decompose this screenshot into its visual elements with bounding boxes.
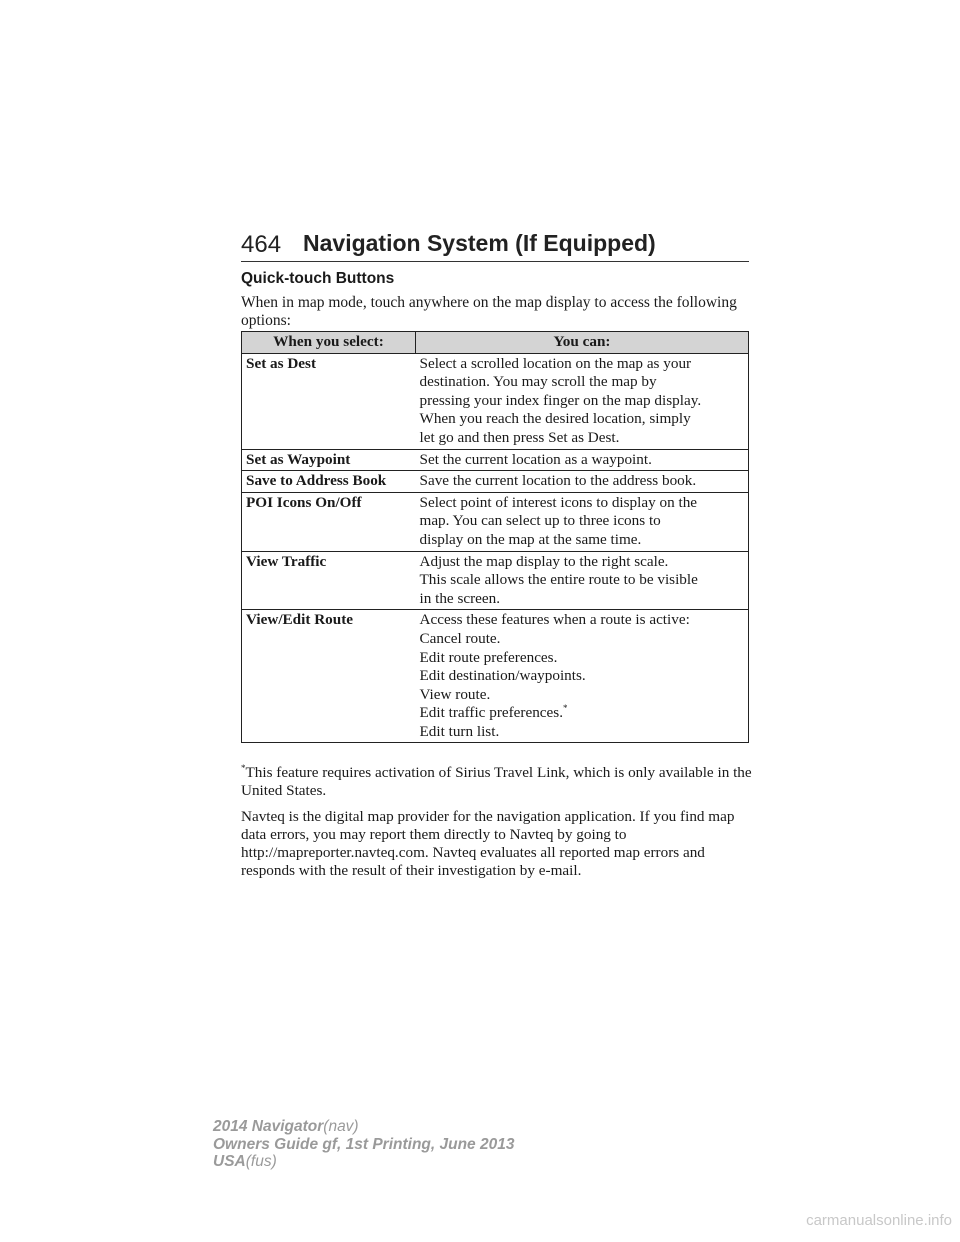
row-term: Save to Address Book xyxy=(242,471,416,493)
description-line: View route. xyxy=(419,685,491,703)
table-row xyxy=(242,492,749,551)
description-line: Edit destination/waypoints. xyxy=(419,667,586,685)
description-line: destination. You may scroll the map by xyxy=(419,373,657,391)
description-line: let go and then press Set as Dest. xyxy=(419,428,620,446)
table-header-row xyxy=(242,332,749,354)
footer-region: USA xyxy=(213,1153,246,1170)
row-description xyxy=(416,492,749,551)
description-line: Access these features when a route is active: xyxy=(419,611,690,629)
footer-model: 2014 Navigator xyxy=(213,1118,324,1135)
chapter-title: Navigation System (If Equipped) xyxy=(303,230,656,256)
row-term: View/Edit Route xyxy=(242,610,416,743)
description-text: Edit traffic preferences. xyxy=(419,704,563,722)
footnote-marker: * xyxy=(563,703,568,714)
row-term: Set as Dest xyxy=(242,353,416,449)
table-row xyxy=(242,449,749,471)
page-footer xyxy=(213,1118,514,1171)
row-term: POI Icons On/Off xyxy=(242,492,416,551)
footnote xyxy=(241,764,756,800)
description-line: Select a scrolled location on the map as your xyxy=(419,354,692,372)
table-row xyxy=(242,471,749,493)
description-line: Cancel route. xyxy=(419,629,501,647)
quick-touch-table xyxy=(241,331,749,743)
row-term: View Traffic xyxy=(242,551,416,610)
footer-line-guide xyxy=(213,1136,514,1154)
row-term: Set as Waypoint xyxy=(242,449,416,471)
footnote-marker: * xyxy=(241,763,246,773)
footer-line-region xyxy=(213,1153,514,1171)
description-line: Save the current location to the address book. xyxy=(419,472,697,490)
description-line: Adjust the map display to the right scale. xyxy=(419,552,669,570)
description-line: map. You can select up to three icons to xyxy=(419,512,661,530)
row-description xyxy=(416,353,749,449)
description-line: Select point of interest icons to display on the xyxy=(419,493,698,511)
row-description xyxy=(416,471,749,493)
intro-paragraph: When in map mode, touch anywhere on the map display to access the following options: xyxy=(241,294,737,329)
table-row xyxy=(242,610,749,743)
table-row xyxy=(242,551,749,610)
description-line: display on the map at the same time. xyxy=(419,530,642,548)
page-number: 464 xyxy=(241,231,282,258)
row-description xyxy=(416,551,749,610)
description-line: Edit turn list. xyxy=(419,722,500,740)
description-line: Set the current location as a waypoint. xyxy=(419,450,652,468)
description-line: pressing your index finger on the map display. xyxy=(419,391,702,409)
navteq-paragraph: Navteq is the digital map provider for the navigation application. If you find map data errors, you may report them directly to Navteq by going to http://mapreporter.navteq.com. Navteq evaluates all reported map errors and responds with the result of their investigation by e-mail. xyxy=(241,808,735,879)
watermark: carmanualsonline.info xyxy=(806,1212,952,1229)
footer-guide: Owners Guide gf, 1st Printing, June 2013 xyxy=(213,1135,515,1153)
section-heading: Quick-touch Buttons xyxy=(241,270,395,287)
footnote-text: This feature requires activation of Sirius Travel Link, which is only available in the United States. xyxy=(241,764,752,799)
description-line: When you reach the desired location, simply xyxy=(419,410,691,428)
row-description xyxy=(416,610,749,743)
description-line: This scale allows the entire route to be visible xyxy=(419,571,698,589)
footer-line-model xyxy=(213,1118,514,1136)
description-line: in the screen. xyxy=(419,589,501,607)
footer-model-code: (nav) xyxy=(323,1118,359,1135)
description-line: Edit route preferences. xyxy=(419,648,558,666)
page-header xyxy=(241,229,749,262)
description-line xyxy=(420,704,746,723)
footer-region-code: (fus) xyxy=(245,1153,277,1170)
column-header-select: When you select: xyxy=(242,332,416,354)
table-row xyxy=(242,353,749,449)
row-description xyxy=(416,449,749,471)
column-header-can: You can: xyxy=(416,332,749,354)
